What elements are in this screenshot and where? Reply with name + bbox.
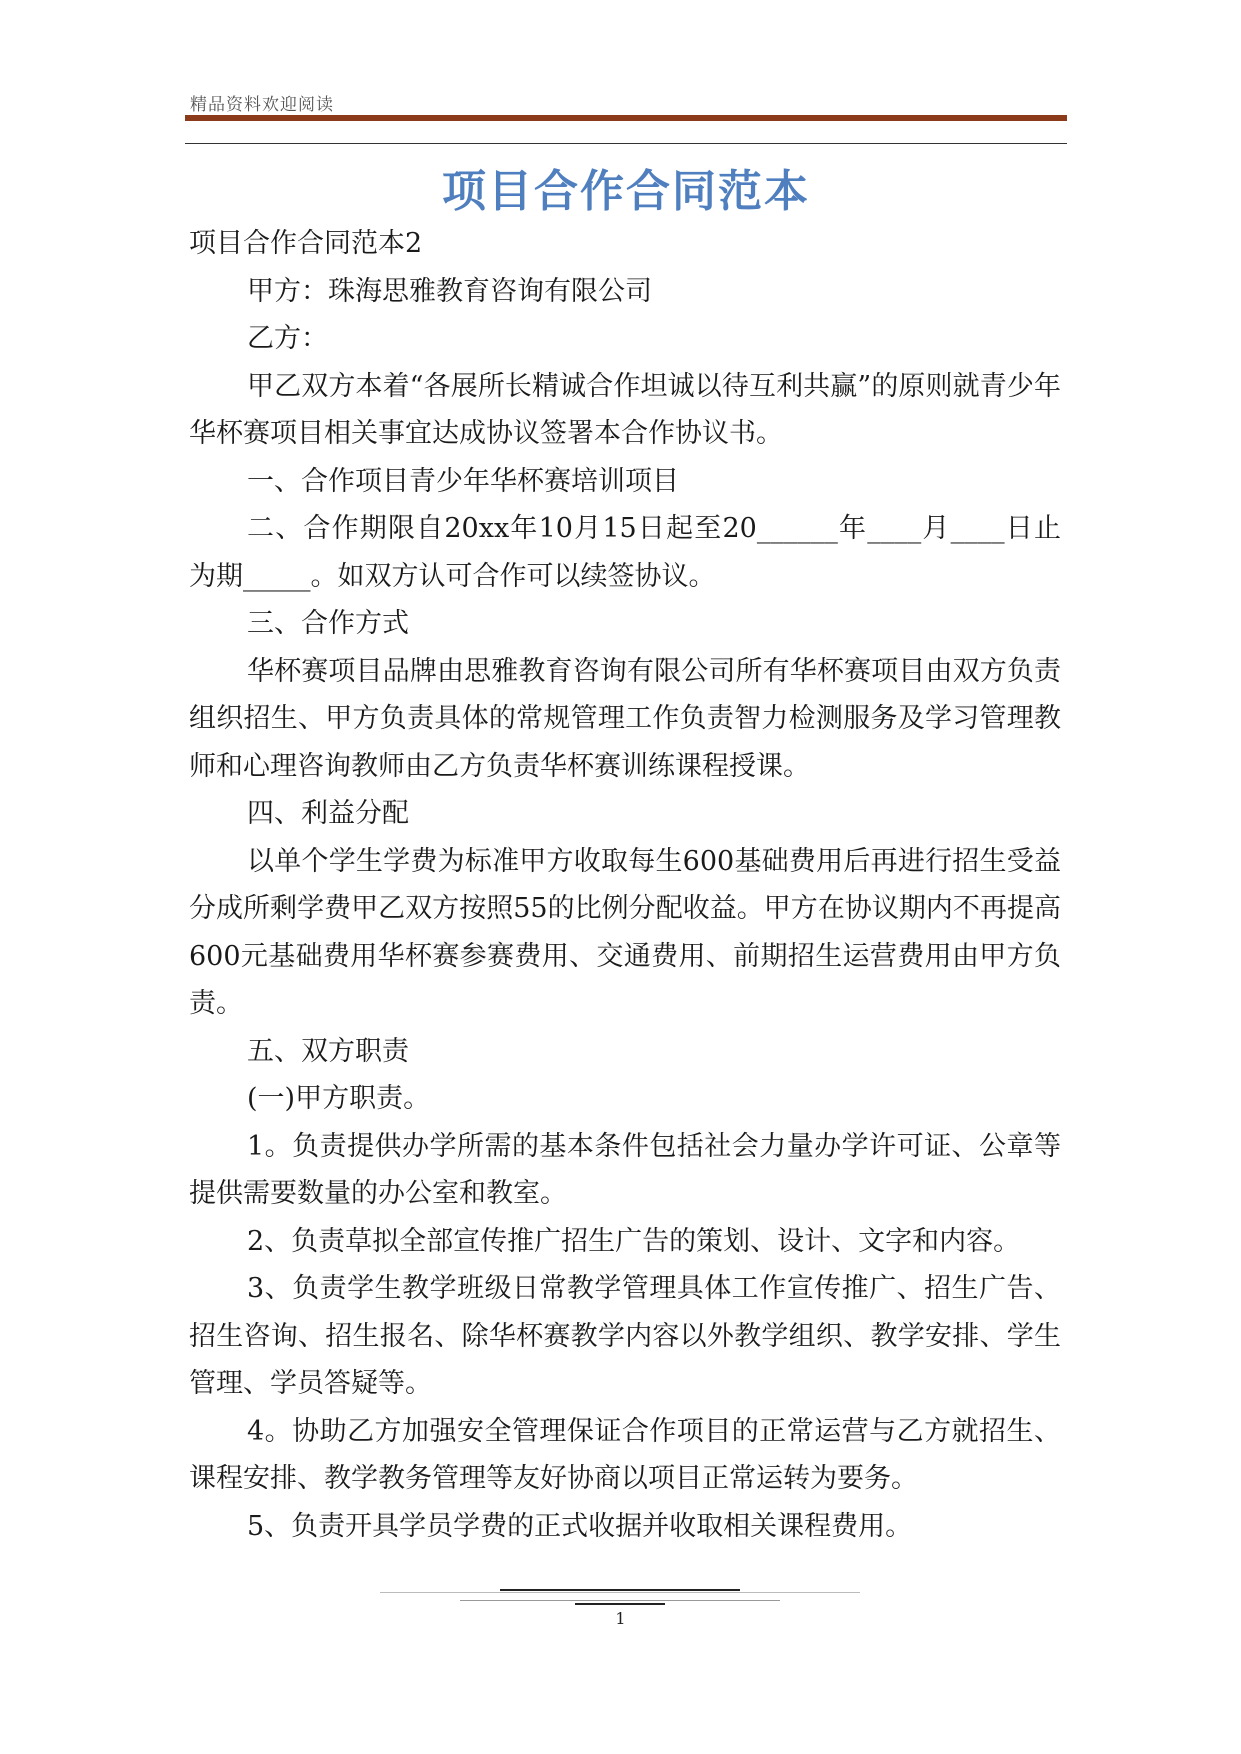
paragraph: 三、合作方式 [247, 608, 409, 639]
paragraph: 甲乙双方本着“各展所长精诚合作坦诚以待互利共赢”的原则就青少年华杯赛项目相关事宜达成协议签署本合作协议书。 [189, 370, 1061, 449]
paragraph: 4。协助乙方加强安全管理保证合作项目的正常运营与乙方就招生、课程安排、教学教务管理等友好协商以项目正常运转为要务。 [189, 1415, 1061, 1494]
paragraph: 以单个学生学费为标准甲方收取每生600基础费用后再进行招生受益分成所剩学费甲乙双方按照55的比例分配收益。甲方在协议期内不再提高600元基础费用华杯赛参赛费用、交通费用、前期招生运营费用由甲方负责。 [189, 845, 1061, 1019]
paragraph: 5、负责开具学员学费的正式收据并收取相关课程费用。 [247, 1510, 913, 1542]
paragraph: 甲方：珠海思雅教育咨询有限公司 [247, 275, 652, 307]
header-rule-thin [185, 143, 1067, 144]
header-rule-thick [185, 115, 1067, 121]
paragraph: (一)甲方职责。 [247, 1083, 431, 1114]
paragraph: 1。负责提供办学所需的基本条件包括社会力量办学许可证、公章等提供需要数量的办公室和教室。 [189, 1130, 1061, 1209]
paragraph: 乙方： [247, 323, 328, 354]
paragraph: 二、合作期限自20xx年10月15日起至20______年____月____日止为期_____。如双方认可合作可以续签协议。 [189, 513, 1061, 592]
footer-rule [380, 1592, 860, 1593]
paragraph: 3、负责学生教学班级日常教学管理具体工作宣传推广、招生广告、招生咨询、招生报名、除华杯赛教学内容以外教学组织、教学安排、学生管理、学员答疑等。 [189, 1273, 1061, 1399]
page-number: 1 [615, 1609, 626, 1628]
paragraph: 四、利益分配 [247, 798, 409, 829]
paragraph: 一、合作项目青少年华杯赛培训项目 [247, 465, 679, 497]
paragraph: 2、负责草拟全部宣传推广招生广告的策划、设计、文字和内容。 [247, 1225, 1021, 1257]
paragraph: 项目合作合同范本2 [189, 228, 423, 259]
footer-rule [500, 1589, 740, 1591]
paragraph: 华杯赛项目品牌由思雅教育咨询有限公司所有华杯赛项目由双方负责组织招生、甲方负责具体的常规管理工作负责智力检测服务及学习管理教师和心理咨询教师由乙方负责华杯赛训练课程授课。 [189, 655, 1061, 782]
footer-rule [575, 1603, 665, 1605]
page-header-label: 精品资料欢迎阅读 [190, 95, 334, 115]
document-title: 项目合作合同范本 [442, 166, 810, 217]
footer-rule [460, 1600, 780, 1601]
paragraph: 五、双方职责 [247, 1035, 409, 1067]
document-body [189, 220, 1061, 1550]
